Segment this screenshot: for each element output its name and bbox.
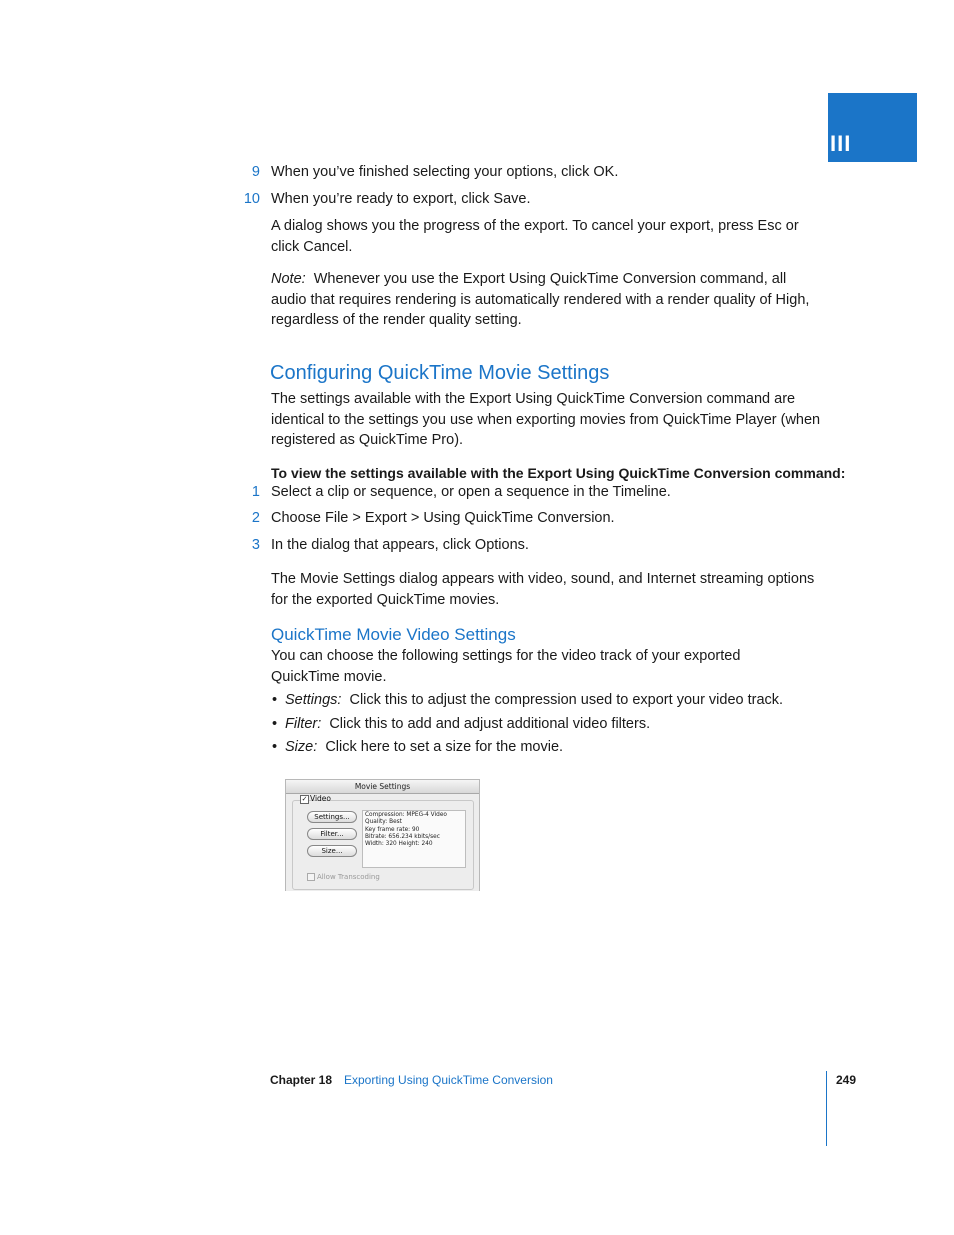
part-tab	[828, 93, 917, 162]
subsection-heading: QuickTime Movie Video Settings	[271, 625, 516, 644]
step-text: When you’re ready to export, click Save.	[271, 191, 531, 207]
allow-transcoding-checkbox[interactable]	[307, 873, 315, 881]
bullet-desc: Click here to set a size for the movie.	[325, 739, 564, 755]
settings-button[interactable]: Settings...	[307, 811, 357, 823]
info-line: Key frame rate: 90	[365, 826, 420, 833]
section-intro: The settings available with the Export Using QuickTime Conversion command are identical to the settings you use when exporting movies from QuickTime Player (when registered as QuickTime Pro).	[271, 391, 821, 448]
info-line: Compression: MPEG-4 Video	[365, 812, 447, 818]
note-text: Whenever you use the Export Using QuickTime Conversion command, all audio that requires rendering is automatically rendered with a render quality of High, regardless of the render quality setting.	[271, 271, 810, 328]
dialog-title: Movie Settings	[286, 780, 479, 794]
task-heading: To view the settings available with the Export Using QuickTime Conversion command:	[271, 465, 846, 481]
bullet-desc: Click this to adjust the compression used to export your video track.	[349, 692, 784, 708]
video-checkbox[interactable]: ✓	[301, 795, 308, 803]
info-line: Width: 320 Height: 240	[365, 841, 433, 848]
step-number: 9	[251, 164, 260, 180]
bullet-term: Size:	[285, 739, 318, 755]
step-text: Select a clip or sequence, or open a sequence in the Timeline.	[271, 484, 671, 500]
bullet-item	[285, 690, 783, 710]
page-number: 249	[836, 1073, 857, 1087]
step-number: 1	[251, 484, 260, 500]
part-tab-label: III	[830, 131, 852, 156]
after-paragraph: The Movie Settings dialog appears with video, sound, and Internet streaming options for the exported QuickTime movies.	[271, 571, 815, 608]
bullet-term: Settings:	[285, 692, 342, 708]
step-number: 2	[251, 510, 260, 526]
subsection-intro: You can choose the following settings for the video track of your exported QuickTime movie.	[271, 648, 741, 685]
filter-button[interactable]: Filter...	[307, 828, 357, 840]
step-number: 3	[251, 537, 260, 553]
size-button[interactable]: Size...	[307, 845, 357, 857]
info-line: Quality: Best	[365, 819, 402, 826]
allow-transcoding-label: Allow Transcoding	[317, 873, 380, 881]
section-heading: Configuring QuickTime Movie Settings	[270, 362, 610, 384]
note-label: Note:	[271, 271, 306, 287]
progress-paragraph: A dialog shows you the progress of the export. To cancel your export, press Esc or click Cancel.	[271, 218, 799, 255]
step-text: Choose File > Export > Using QuickTime Conversion.	[271, 510, 615, 526]
bullet-dot: •	[272, 739, 278, 755]
bullet-item	[285, 714, 650, 734]
footer-divider	[826, 1071, 827, 1146]
note-paragraph	[271, 269, 819, 331]
bullet-dot: •	[272, 716, 278, 732]
video-checkbox-label: Video	[310, 794, 332, 803]
bullet-item	[285, 737, 563, 757]
info-line: Bitrate: 656.234 kbits/sec	[365, 833, 440, 840]
bullet-dot: •	[272, 692, 278, 708]
step-text: When you’ve finished selecting your options, click OK.	[271, 164, 619, 180]
bullet-term: Filter:	[285, 716, 322, 732]
step-text: In the dialog that appears, click Options.	[271, 537, 529, 553]
step-number: 10	[243, 191, 260, 207]
footer-chapter: Chapter 18	[270, 1073, 333, 1087]
movie-settings-dialog	[285, 779, 480, 891]
footer-chapter-title: Exporting Using QuickTime Conversion	[344, 1073, 553, 1087]
bullet-desc: Click this to add and adjust additional video filters.	[329, 716, 651, 732]
video-info-panel	[362, 810, 466, 868]
